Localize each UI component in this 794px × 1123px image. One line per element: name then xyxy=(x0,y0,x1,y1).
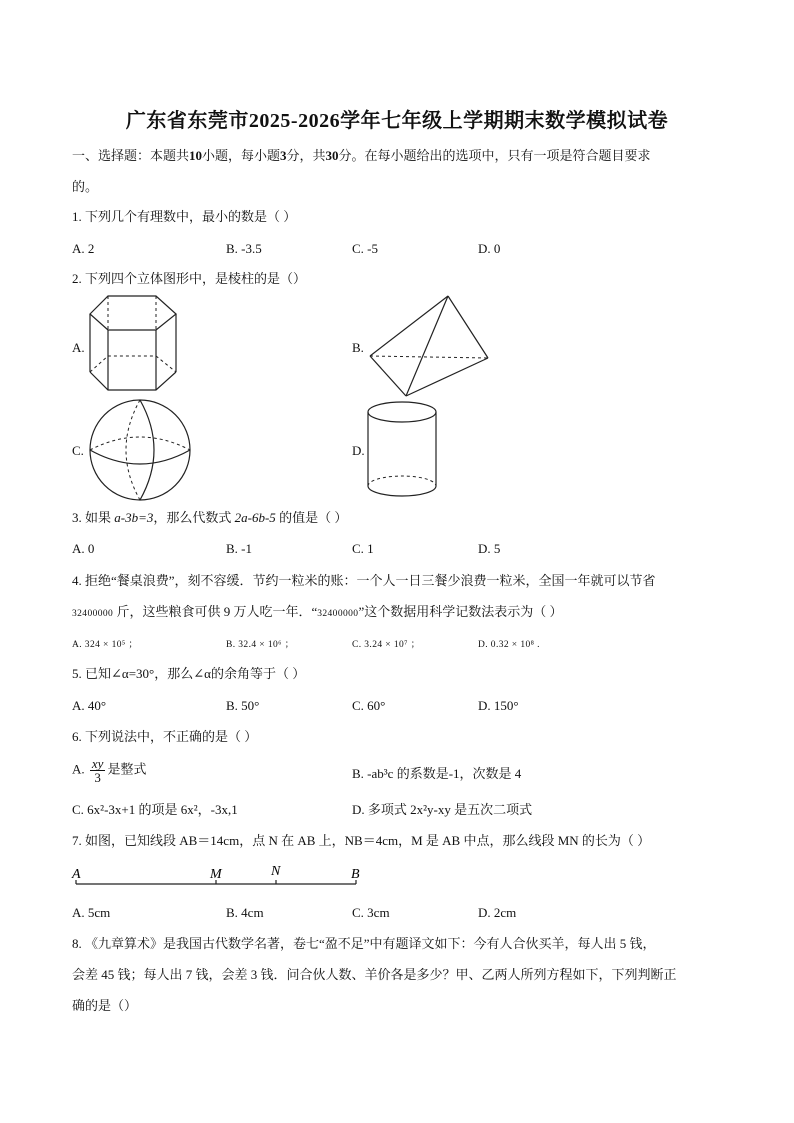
section-heading-line2: 的。 xyxy=(72,179,99,194)
q3-stem xyxy=(72,509,347,527)
section-heading-text: 小题，每小题 xyxy=(202,148,281,163)
fraction-denominator: 3 xyxy=(94,770,101,785)
q1-option-d: D. 0 xyxy=(478,241,501,256)
q3-stem-text: ，那么代数式 xyxy=(153,510,235,525)
q5-option-d: D. 150° xyxy=(478,698,519,713)
fraction xyxy=(90,757,106,784)
page-title: 广东省东莞市2025-2026学年七年级上学期期末数学模拟试卷 xyxy=(125,110,669,132)
q2-label-d: D. xyxy=(352,443,365,458)
point-label-m: M xyxy=(210,867,222,882)
question-count: 10 xyxy=(189,148,203,163)
q8-stem-line1: 8. 《九章算术》是我国古代数学名著，卷七“盈不足”中有题译文如下：今有人合伙买羊，每人出 5 钱， xyxy=(72,936,656,951)
q3-stem-text: 的值是（ ） xyxy=(275,510,348,525)
q3-option-d: D. 5 xyxy=(478,541,501,556)
q4-option-d xyxy=(478,634,540,654)
q3-option-b: B. -1 xyxy=(226,541,252,556)
q4-stem-line1: 4. 拒绝“餐桌浪费”，刻不容缓．节约一粒米的账：一个人一日三餐少浪费一粒米，全国一年就可以节省 xyxy=(72,573,656,588)
q7-option-b: B. 4cm xyxy=(226,905,264,920)
q5-stem: 5. 已知∠α=30°，那么∠α的余角等于（ ） xyxy=(72,666,306,681)
q4-stem-text: 斤，这些粮食可供 9 万人吃一年．“ xyxy=(113,604,318,619)
segment-figure xyxy=(70,862,370,892)
q6-option-a-prefix: A. xyxy=(72,761,85,777)
point-label-n: N xyxy=(271,864,281,879)
q6-option-a-text: 是整式 xyxy=(107,761,147,777)
q7-option-a: A. 5cm xyxy=(72,905,111,920)
q4-option-c xyxy=(352,634,421,654)
q3-expression: 2a-6b-5 xyxy=(234,510,276,525)
q6-option-a xyxy=(72,757,146,784)
q4-number-quoted: 32400000 xyxy=(317,609,359,619)
point-label-b: B xyxy=(351,867,360,882)
q5-option-b: B. 50° xyxy=(226,698,260,713)
section-heading-text: 分，共 xyxy=(286,148,326,163)
section-heading xyxy=(72,147,651,165)
q2-label-a: A. xyxy=(72,340,85,355)
fraction-numerator: xy xyxy=(91,756,104,771)
q2-label-c: C. xyxy=(72,443,84,458)
q6-stem: 6. 下列说法中，不正确的是（ ） xyxy=(72,729,258,744)
hexagonal-prism-figure xyxy=(84,292,194,396)
q6-option-c: C. 6x²-3x+1 的项是 6x²，-3x,1 xyxy=(72,802,238,817)
point-label-a: A xyxy=(72,867,81,882)
q1-option-c: C. -5 xyxy=(352,241,378,256)
q4-option-a-text: A. 324 × 10⁵ ； xyxy=(72,640,139,650)
q8-stem-line2: 会差 45 钱；每人出 7 钱，会差 3 钱．问合伙人数、羊价各是多少？甲、乙两人所列方程如下，下列判断正 xyxy=(72,967,677,982)
cylinder-figure xyxy=(364,398,444,502)
q1-option-b: B. -3.5 xyxy=(226,241,262,256)
q7-stem: 7. 如图，已知线段 AB＝14cm，点 N 在 AB 上，NB＝4cm，M 是 AB 中点，那么线段 MN 的长为（ ） xyxy=(72,833,651,848)
q4-option-a xyxy=(72,634,138,654)
q4-stem-line2 xyxy=(72,603,562,623)
section-heading-text: 分。在每小题给出的选项中，只有一项是符合题目要求 xyxy=(338,148,651,163)
q6-option-d: D. 多项式 2x²y-xy 是五次二项式 xyxy=(352,802,533,817)
total-points: 30 xyxy=(325,148,339,163)
sphere-figure xyxy=(86,398,196,502)
q4-option-b xyxy=(226,634,295,654)
q4-number: 32400000 xyxy=(72,609,114,619)
q3-stem-text: 3. 如果 xyxy=(72,510,115,525)
q2-stem: 2. 下列四个立体图形中，是棱柱的是（） xyxy=(72,271,307,286)
q7-option-d: D. 2cm xyxy=(478,905,517,920)
q4-stem-text: ”这个数据用科学记数法表示为（ ） xyxy=(358,604,563,619)
q4-option-b-text: B. 32.4 × 10⁶ ； xyxy=(226,640,295,650)
q5-option-a: A. 40° xyxy=(72,698,107,713)
q3-option-c: C. 1 xyxy=(352,541,374,556)
points-each: 3 xyxy=(280,148,287,163)
q1-option-a: A. 2 xyxy=(72,241,95,256)
q4-option-c-text: C. 3.24 × 10⁷ ； xyxy=(352,640,421,650)
q4-option-d-text: D. 0.32 × 10⁸ . xyxy=(478,640,540,650)
q2-label-b: B. xyxy=(352,340,364,355)
pyramid-figure xyxy=(364,292,494,400)
q3-option-a: A. 0 xyxy=(72,541,95,556)
q1-stem: 1. 下列几个有理数中，最小的数是（ ） xyxy=(72,209,297,224)
section-heading-text: 一、选择题：本题共 xyxy=(72,148,190,163)
q5-option-c: C. 60° xyxy=(352,698,386,713)
q6-option-b: B. -ab³c 的系数是-1，次数是 4 xyxy=(352,766,522,781)
q8-stem-line3: 确的是（） xyxy=(72,998,138,1013)
q3-condition: a-3b=3 xyxy=(114,510,154,525)
q7-option-c: C. 3cm xyxy=(352,905,390,920)
